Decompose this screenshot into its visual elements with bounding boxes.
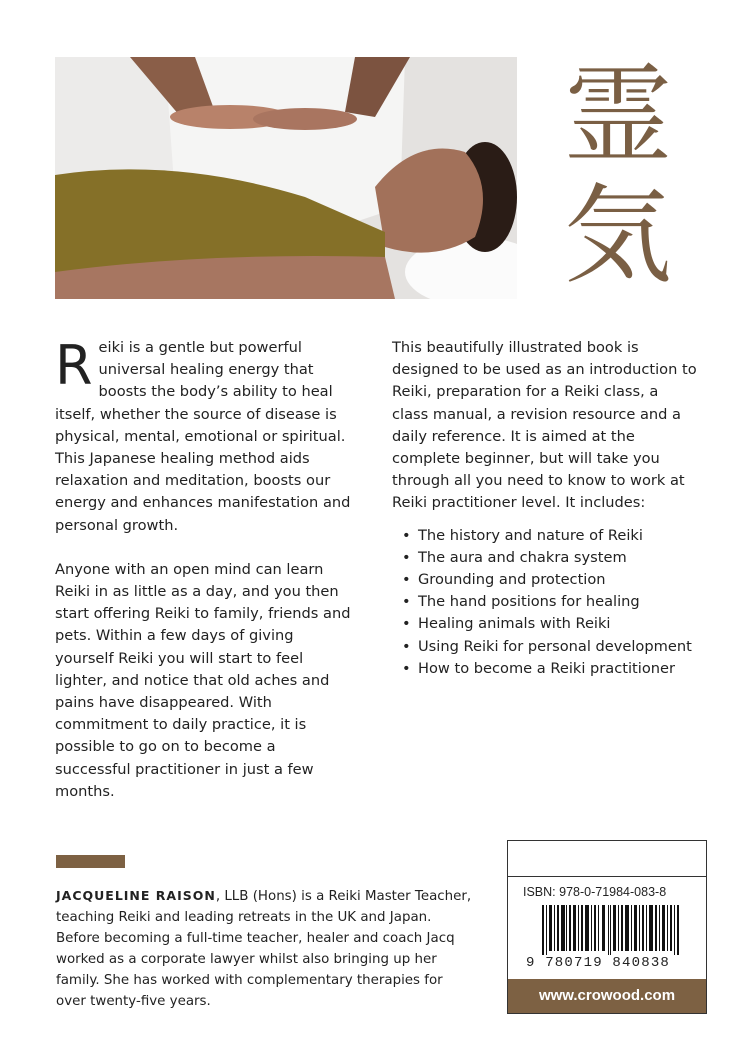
isbn-area: [508, 876, 706, 980]
intro-text: eiki is a gentle but powerful universal healing energy that boosts the body’s ability to heal itself, whether the source of disease is physical, mental, emotional or spiritual. This Japanese healing method aids relaxation and meditation, boosts our energy and enhances manifestation and personal growth.: [55, 339, 351, 534]
list-item: • The aura and chakra system: [392, 547, 697, 569]
barcode-box: [507, 840, 707, 1014]
cover-photo: [55, 57, 517, 299]
intro-paragraph: [55, 334, 353, 537]
description-right-column: [392, 337, 697, 680]
accent-divider: [56, 855, 125, 868]
list-item: • The hand positions for healing: [392, 591, 697, 613]
author-bio: [56, 885, 476, 1012]
second-paragraph: Anyone with an open mind can learn Reiki in as little as a day, and you then start offering Reiki to family, friends and pets. Within a few days of giving yourself Reiki you will start to feel lighter, and notice that old aches and pains have disappeared. With commitment to daily practice, it is possible to go on to become a successful practitioner in just a few months.: [55, 560, 351, 800]
list-item: • The history and nature of Reiki: [392, 525, 697, 547]
barcode-image: [542, 905, 680, 955]
list-item: • Using Reiki for personal development: [392, 636, 697, 658]
book-intro-paragraph: This beautifully illustrated book is designed to be used as an introduction to Reiki, preparation for a Reiki class, a class manual, a revision resource and a daily reference. It is aimed at the complete beginner, but will take you through all you need to know to work at Reiki practitioner level. It includes:: [392, 339, 697, 512]
reiki-kanji: [548, 52, 688, 302]
reiki-treatment-image: [55, 57, 517, 299]
author-bio-text: , LLB (Hons) is a Reiki Master Teacher, teaching Reiki and leading retreats in the UK and Japan. Before becoming a full-time teacher, healer and coach Jacq worked as a corporate lawyer whilst also bringing up her family. She has worked with complementary therapies for over twenty-five years.: [56, 889, 472, 1009]
kanji-ki: 気: [563, 174, 672, 299]
description-left-column: [55, 334, 353, 803]
includes-list: [392, 525, 697, 680]
author-name: JACQUELINE RAISON: [56, 888, 216, 903]
isbn-label: ISBN: 978-0-71984-083-8: [523, 885, 667, 899]
list-item: • How to become a Reiki practitioner: [392, 658, 697, 680]
list-item: • Grounding and protection: [392, 569, 697, 591]
list-item: • Healing animals with Reiki: [392, 613, 697, 635]
publisher-website: www.crowood.com: [508, 979, 706, 1013]
kanji-rei: 霊: [563, 54, 672, 179]
drop-cap: R: [55, 334, 93, 397]
barcode-digits: 9 780719 840838: [526, 955, 671, 971]
